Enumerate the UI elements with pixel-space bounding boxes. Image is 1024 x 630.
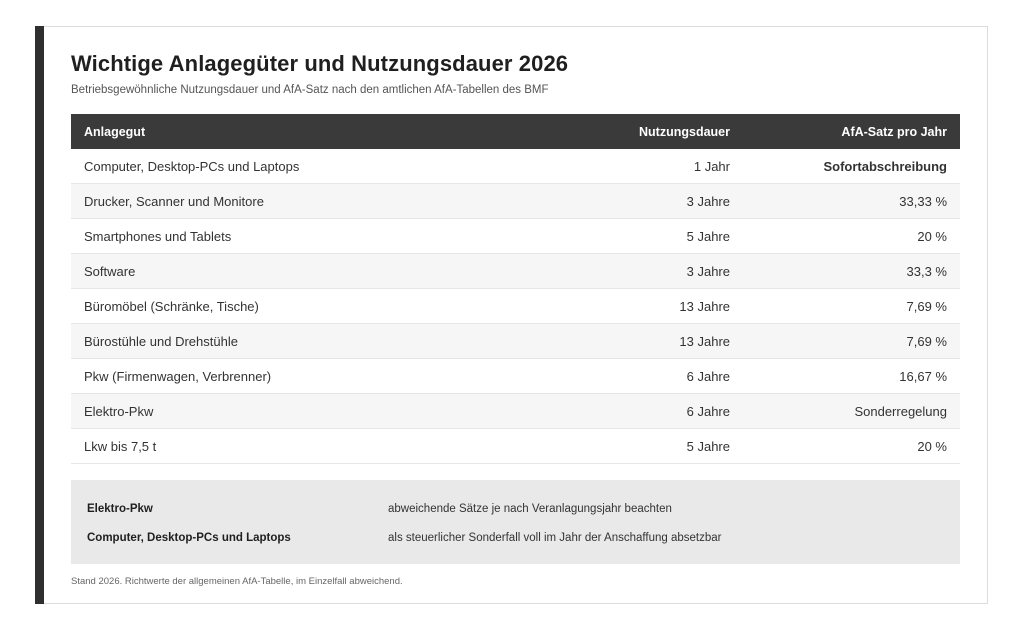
table-row [71,429,960,464]
column-header-nutzungsdauer: Nutzungsdauer [617,114,743,149]
table-header-row [71,114,960,149]
cell-afa-satz: 16,67 % [743,359,960,394]
table-row [71,289,960,324]
cell-afa-satz: 7,69 % [743,324,960,359]
cell-nutzungsdauer: 6 Jahre [617,359,743,394]
card-accent-bar [35,26,44,604]
cell-nutzungsdauer: 3 Jahre [617,184,743,219]
table-row [71,184,960,219]
page-title: Wichtige Anlagegüter und Nutzungsdauer 2026 [71,51,569,76]
cell-afa-satz: 33,3 % [743,254,960,289]
cell-anlagegut: Büromöbel (Schränke, Tische) [71,289,617,324]
cell-nutzungsdauer: 13 Jahre [617,324,743,359]
asset-table [71,114,960,464]
cell-nutzungsdauer: 5 Jahre [617,219,743,254]
note-value: abweichende Sätze je nach Veranlagungsjahr beachten [388,502,672,515]
card-content [71,50,960,587]
cell-afa-satz: 7,69 % [743,289,960,324]
note-row [87,523,944,552]
cell-nutzungsdauer: 3 Jahre [617,254,743,289]
table-row [71,219,960,254]
notes-box [71,480,960,564]
note-key: Computer, Desktop-PCs und Laptops [87,531,291,544]
column-header-anlagegut: Anlagegut [71,114,617,149]
note-value: als steuerlicher Sonderfall voll im Jahr der Anschaffung absetzbar [388,531,722,544]
table-row [71,359,960,394]
page-subtitle: Betriebsgewöhnliche Nutzungsdauer und AfA-Satz nach den amtlichen AfA-Tabellen des BMF [71,84,549,96]
cell-anlagegut: Lkw bis 7,5 t [71,429,617,464]
table-row [71,149,960,184]
cell-nutzungsdauer: 6 Jahre [617,394,743,429]
note-row [87,494,944,523]
cell-anlagegut: Bürostühle und Drehstühle [71,324,617,359]
cell-afa-satz: 20 % [743,429,960,464]
cell-anlagegut: Software [71,254,617,289]
column-header-afa-satz: AfA-Satz pro Jahr [743,114,960,149]
cell-afa-satz: Sofortabschreibung [743,149,960,184]
table-row [71,394,960,429]
cell-anlagegut: Computer, Desktop-PCs und Laptops [71,149,617,184]
table-row [71,324,960,359]
cell-anlagegut: Elektro-Pkw [71,394,617,429]
cell-afa-satz: 20 % [743,219,960,254]
cell-afa-satz: Sonderregelung [743,394,960,429]
cell-afa-satz: 33,33 % [743,184,960,219]
footnote: Stand 2026. Richtwerte der allgemeinen AfA-Tabelle, im Einzelfall abweichend. [71,576,403,587]
cell-anlagegut: Drucker, Scanner und Monitore [71,184,617,219]
cell-nutzungsdauer: 5 Jahre [617,429,743,464]
cell-anlagegut: Pkw (Firmenwagen, Verbrenner) [71,359,617,394]
cell-anlagegut: Smartphones und Tablets [71,219,617,254]
cell-nutzungsdauer: 1 Jahr [617,149,743,184]
cell-nutzungsdauer: 13 Jahre [617,289,743,324]
note-key: Elektro-Pkw [87,502,153,515]
table-row [71,254,960,289]
